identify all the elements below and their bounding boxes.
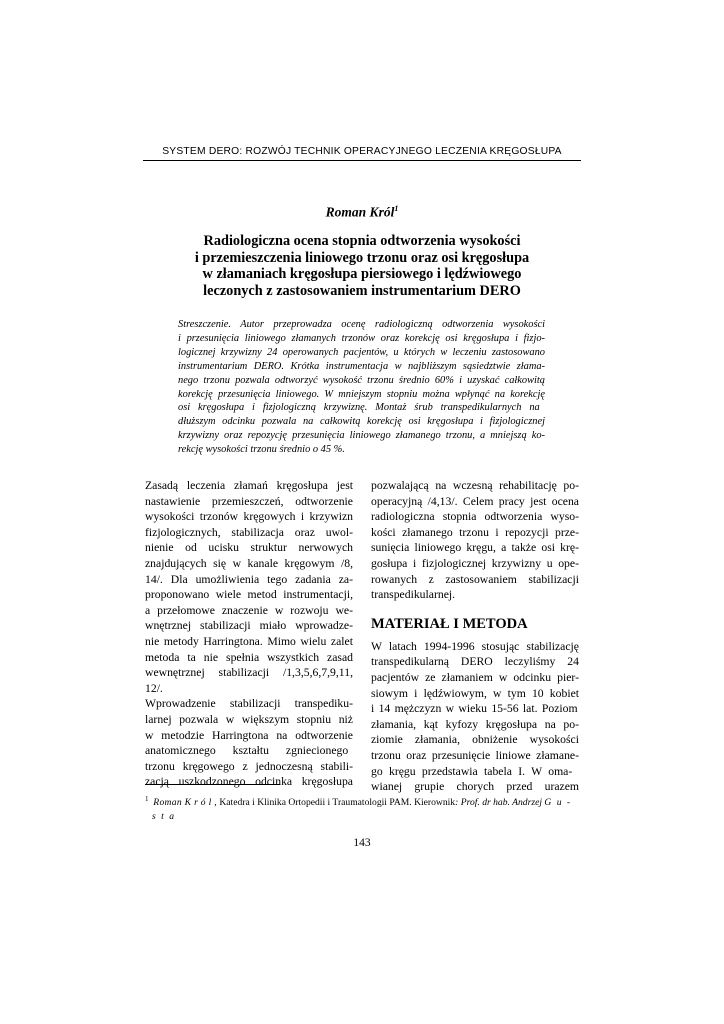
rbot-line: złamania, kąt kyfozy kręgosłupa na po- (371, 717, 579, 731)
footnote (145, 792, 585, 824)
rtop-line: gosłupa i fizjologicznej krzywizny u ope- (371, 556, 579, 570)
right-column (371, 478, 579, 795)
abstract-line: logicznej krzywizny 24 operowanych pacjentów, u których w leczeniu zastosowano (178, 346, 545, 358)
leftcol-line: Zasadą leczenia złamań kręgosłupa jest (145, 479, 353, 492)
rbot-line: ziomie złamania, obniżenie wysokości (371, 733, 579, 747)
leftcol-line: nie metody Harringtona. Mimo wielu zalet (145, 634, 353, 648)
leftcol-line: fizjologicznych, stabilizacja oraz uwol- (145, 525, 353, 539)
abstract-line: Streszczenie. Autor przeprowadza ocenę radiologiczną odtworzenia wysokości (178, 319, 545, 330)
leftcol-line: 14/. Dla umożliwienia tego zadania za- (145, 572, 353, 586)
leftcol-line: wnętrznej stabilizacji miało wprowadze- (145, 619, 353, 633)
footnote-author: Roman K r ó l , (153, 797, 217, 809)
header-rule (143, 160, 581, 161)
rtop-line: operacyjną /4,13/. Celem pracy jest ocena (371, 494, 579, 508)
title-line: w złamaniach kręgosłupa piersiowego i lędźwiowego (202, 266, 522, 282)
abstract-line: krzywizny oraz repozycję przesunięcia liniowego złamanego trzonu, a mniejszą ko- (178, 430, 545, 442)
leftcol-line: znajdujących się w kanale kręgowym /8, (145, 556, 353, 570)
author-line (0, 204, 724, 221)
abstract-line: osi kręgosłupa i fizjologiczną krzywiznę. Montaż śrub transpedikularnych na (178, 402, 540, 414)
footnote-rule (145, 784, 280, 785)
footnote-mark: 1 (145, 795, 149, 803)
leftcol-line: wysokości trzonów kręgowych i krzywizn (145, 510, 353, 524)
rbot-line: transpedikularną DERO leczyliśmy 24 (371, 655, 579, 669)
title-line: i przemieszczenia liniowego trzonu oraz osi kręgosłupa (194, 249, 530, 266)
rtop-line: sunięcia liniowego kręgu, a także osi krę- (371, 541, 579, 555)
leftcol-line: anatomicznego kształtu zgniecionego (145, 744, 349, 758)
abstract-line: nego trzonu pozwala odtworzyć wysokość trzonu średnio 60% i uzyskać całkowitą (178, 374, 545, 386)
author-footnote-mark: 1 (394, 204, 399, 213)
abstract-line: korekcję przesunięcia liniowego. W mniejszym stopniu można wpłynąć na korekcję (178, 388, 545, 400)
leftcol-line: nastawienie przemieszczeń, odtworzenie (145, 494, 353, 508)
abstract-line: dłuższym odcinku pozwala na całkowitą korekcję osi kręgosłupa i fizjologicznej (178, 416, 545, 428)
rbot-line: i 14 mężczyzn w wieku 15-56 lat. Poziom (371, 702, 578, 716)
rtop-line: kości złamanego trzonu i repozycji prze- (371, 525, 579, 539)
footnote-affiliation: Katedra i Klinika Ortopedii i Traumatologii PAM. Kierownik (216, 797, 456, 809)
rbot-line: W latach 1994-1996 stosując stabilizację (371, 639, 579, 653)
leftcol-line: nienie od ucisku struktur nerwowych (145, 541, 353, 555)
leftcol-line: 12/. (145, 681, 163, 695)
abstract-line: i przesunięcia liniowego złamanych trzonów oraz korekcję osi kręgosłupa i fizjo- (178, 332, 545, 344)
rtop-line: pozwalającą na wczesną rehabilitację po- (371, 479, 579, 492)
leftcol-line: metoda ta nie spełnia wszystkich zasad (145, 650, 353, 664)
page-number: 143 (353, 837, 371, 849)
footnote-head-surname-b: s t a (152, 811, 176, 823)
rtop-line: rowanych z zastosowaniem stabilizacji (371, 572, 579, 586)
rtop-line: radiologiczna stopnia odtworzenia wyso- (371, 510, 579, 524)
leftcol-line: a przełomowe znaczenie w rozwoju we- (145, 603, 353, 617)
right-column-methods (371, 639, 579, 795)
rbot-line: trzonu oraz przesunięcie liniowe złamane- (371, 748, 579, 762)
title-line: Radiologiczna ocena stopnia odtworzenia wysokości (203, 233, 521, 249)
leftcol-line: zacją uszkodzonego odcinka kręgosłupa (145, 775, 353, 789)
leftcol-line: w metodzie Harringtona na odtworzenie (145, 728, 353, 742)
left-column (145, 478, 353, 790)
rbot-line: siowym i lędźwiowym, w tym 10 kobiet (371, 686, 579, 700)
rbot-line: go kręgu przedstawia tabela I. W oma- (371, 764, 573, 778)
leftcol-line: larnej pozwala w większym stopniu niż (145, 712, 353, 726)
title-line: leczonych z zastosowaniem instrumentarium DERO (203, 282, 521, 299)
leftcol-line: Wprowadzenie stabilizacji transpediku- (145, 697, 353, 711)
footnote-head-prefix: : Prof. dr hab. Andrzej (455, 797, 545, 809)
abstract (178, 318, 545, 457)
article-title (150, 233, 574, 299)
leftcol-line: wewnętrznej stabilizacji /1,3,5,6,7,9,11, (145, 666, 353, 680)
section-heading: MATERIAŁ I METODA (371, 615, 528, 632)
right-column-intro (371, 478, 579, 603)
abstract-line: rekcję wysokości trzonu średnio o 45 %. (178, 444, 345, 456)
footnote-head-surname-a: G u - (544, 797, 572, 809)
abstract-line: instrumentarium DERO. Krótka instrumentacja w najbliższym sąsiedztwie złama- (178, 360, 545, 372)
author-name: Roman Król (325, 204, 395, 220)
leftcol-line: trzonu kręgowego z jednoczesną stabili- (145, 759, 353, 773)
rtop-line: transpedikularnej. (371, 588, 456, 602)
rbot-line: wianej grupie chorych przed urazem (371, 780, 579, 794)
running-header: SYSTEM DERO: ROZWÓJ TECHNIK OPERACYJNEGO LECZENIA KRĘGOSŁUPA (162, 146, 562, 157)
rbot-line: pacjentów ze złamaniem w odcinku pier- (371, 670, 579, 684)
leftcol-line: proponowano wiele metod instrumentacji, (145, 588, 353, 602)
